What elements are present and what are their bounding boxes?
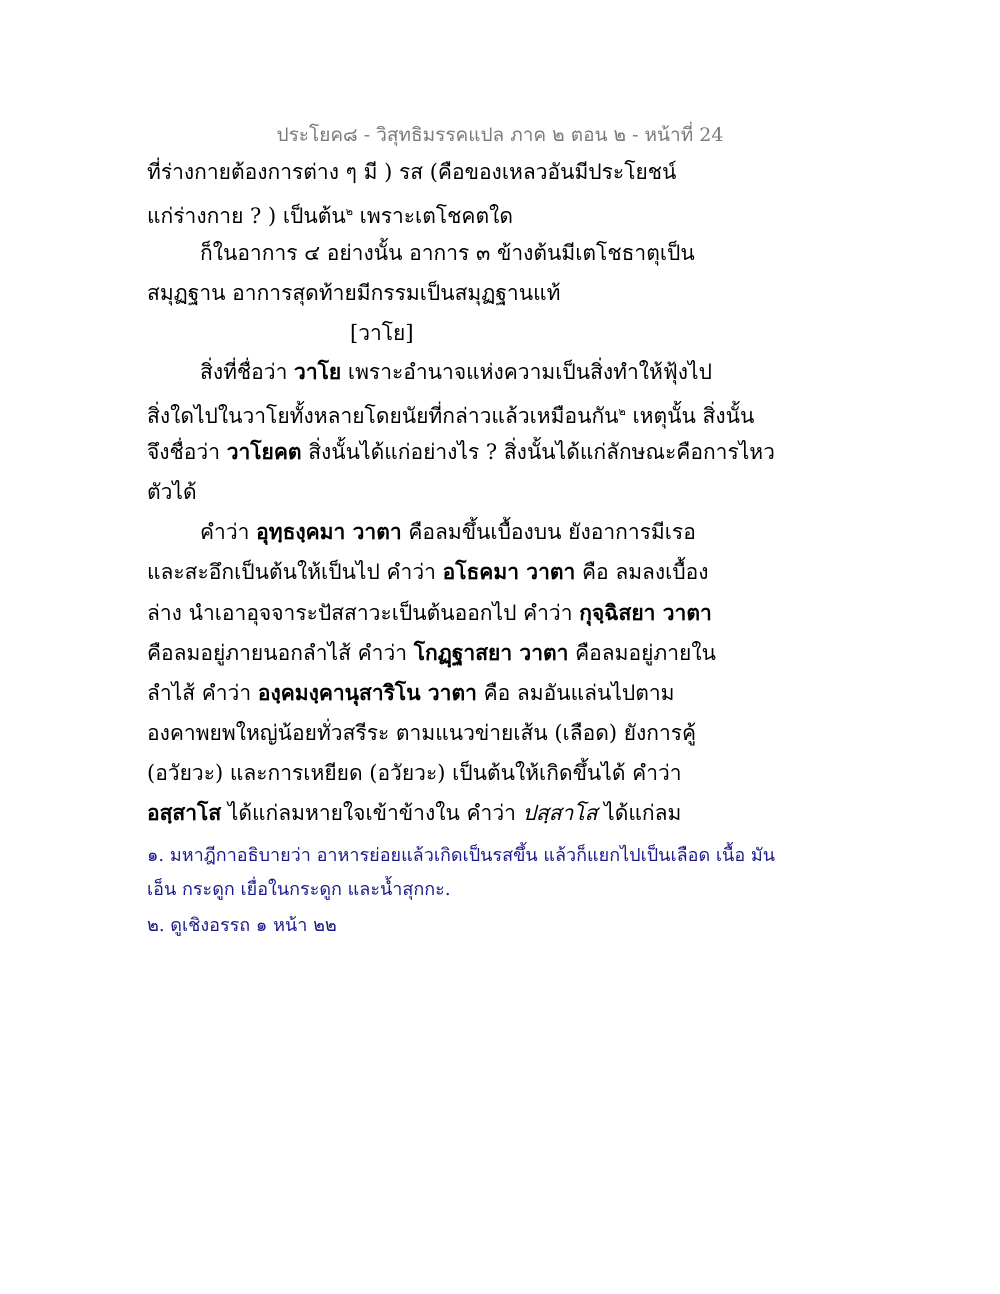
body-line-1: ที่ร่างกายต้องการต่าง ๆ มี ) รส (คือของเหลวอันมีประโยชน์: [147, 160, 677, 184]
page-header: ประโยค๘ - วิสุทธิมรรคแปล ภาค ๒ ตอน ๒ - หน้าที่ 24: [276, 124, 724, 146]
body-line-11: ล่าง นำเอาอุจจาระปัสสาวะเป็นต้นออกไป คำว่า กุจฺฉิสยา วาตา: [147, 600, 712, 625]
footnote-1: ๑. มหาฎีกาอธิบายว่า อาหารย่อยแล้วเกิดเป็นรสขึ้น แล้วก็แยกไปเป็นเลือด เนื้อ มัน: [147, 845, 776, 866]
body-line-13: ลำไส้ คำว่า องฺคมงฺคานุสาริโน วาตา คือ ลมอันแล่นไปตาม: [147, 680, 675, 705]
section-heading: [วาโย]: [350, 321, 414, 345]
body-line-7: จึงชื่อว่า วาโยคต สิ่งนั้นได้แก่อย่างไร ? สิ่งนั้นได้แก่ลักษณะคือการไหว: [147, 439, 775, 464]
body-line-4: สมุฏฐาน อาการสุดท้ายมีกรรมเป็นสมุฏฐานแท้: [147, 281, 561, 305]
body-line-14: องคาพยพใหญ่น้อยทั่วสรีระ ตามแนวข่ายเส้น (เลือด) ยังการคู้: [147, 721, 697, 745]
footnote-1-cont: เอ็น กระดูก เยื่อในกระดูก และน้ำสุกกะ.: [147, 879, 451, 900]
body-line-8: ตัวได้: [147, 480, 197, 504]
body-line-9: คำว่า อุทฺธงฺคมา วาตา คือลมขึ้นเบื้องบน ยังอาการมีเรอ: [200, 519, 696, 544]
body-line-3: ก็ในอาการ ๔ อย่างนั้น อาการ ๓ ข้างต้นมีเตโชธาตุเป็น: [200, 241, 695, 265]
footnote-2: ๒. ดูเชิงอรรถ ๑ หน้า ๒๒: [147, 915, 337, 936]
body-line-12: คือลมอยู่ภายนอกลำไส้ คำว่า โกฏฺฐาสยา วาตา คือลมอยู่ภายใน: [147, 640, 716, 665]
footnote-ref-2b: ๒: [618, 405, 626, 418]
body-line-16: อสฺสาโส ได้แก่ลมหายใจเข้าข้างใน คำว่า ปสฺสาโส ได้แก่ลม: [147, 800, 682, 825]
body-line-10: และสะอึกเป็นต้นให้เป็นไป คำว่า อโธคมา วาตา คือ ลมลงเบื้อง: [147, 559, 709, 584]
body-line-5: สิ่งที่ชื่อว่า วาโย เพราะอำนาจแห่งความเป็นสิ่งทำให้ฟุ้งไป: [200, 359, 712, 384]
footnote-ref-2: ๒: [345, 205, 353, 218]
body-line-15: (อวัยวะ) และการเหยียด (อวัยวะ) เป็นต้นให้เกิดขึ้นได้ คำว่า: [147, 761, 682, 785]
body-line-6: สิ่งใดไปในวาโยทั้งหลายโดยนัยที่กล่าวแล้วเหมือนกัน$^๒$ เหตุนั้น สิ่งนั้น: [147, 404, 755, 428]
body-line-2: แก่ร่างกาย ? ) เป็นต้น$^๒$ เพราะเตโชคตใด: [147, 204, 513, 228]
